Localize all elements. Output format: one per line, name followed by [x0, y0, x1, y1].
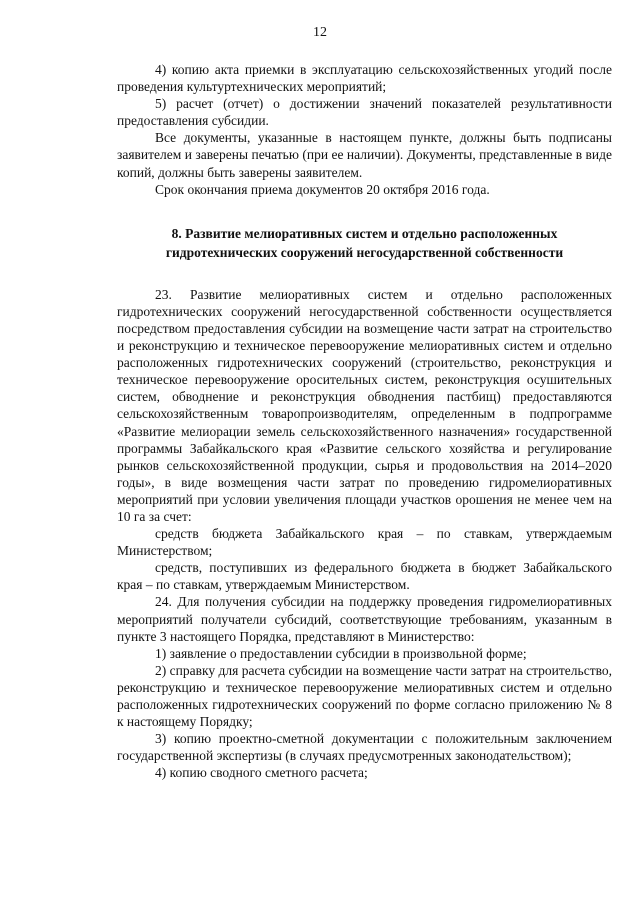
paragraph-list-item-4: 4) копию сводного сметного расчета; [155, 765, 368, 781]
paragraph-deadline: Срок окончания приема документов 20 октября 2016 года. [155, 181, 490, 197]
paragraph-item-4: 4) копию акта приемки в эксплуатацию сельскохозяйственных угодий после проведения культуртехнических мероприятий; [117, 62, 612, 95]
paragraph-23: 23. Развитие мелиоративных систем и отдельно расположенных гидротехнических сооружений негосударственной собственности осуществляется посредством предоставления субсидии на возмещение части затрат на строительство и реконструкцию и техническое перевооружение мелиоративных систем и отдельно расположенных гидротехнических сооружений (строительство, реконструкция и техническое перевооружение оросительных систем, реконструкция осушительных систем, обводнение и реконструкция обводнения пастбищ) предоставляются сельскохозяйственным товаропроизводителям, определенным в подпрограмме «Развитие мелиорации земель сельскохозяйственного назначения» государственной программы Забайкальского края «Развитие сельского хозяйства и регулирование рынков сельскохозяйственной продукции, сырья и продовольствия на 2014–2020 годы», в виде возмещения части затрат по проведению гидромелиоративных мероприятий при условии увеличения площади участков орошения не менее чем на 10 га за счет: [117, 286, 612, 524]
paragraph-documents-certification: Все документы, указанные в настоящем пункте, должны быть подписаны заявителем и заверены печатью (при ее наличии). Документы, представленные в виде копий, должны быть заверены заявителем. [117, 130, 612, 180]
paragraph-federal-budget: средств, поступивших из федерального бюджета в бюджет Забайкальского края – по ставкам, утверждаемым Министерством. [117, 560, 612, 593]
paragraph-item-5: 5) расчет (отчет) о достижении значений показателей результативности предоставления субсидии. [117, 96, 612, 129]
paragraph-24: 24. Для получения субсидии на поддержку проведения гидромелиоративных мероприятий получатели субсидий, соответствующие требованиям, указанным в пункте 3 настоящего Порядка, представляют в Министерство: [117, 594, 612, 644]
paragraph-regional-budget: средств бюджета Забайкальского края – по ставкам, утверждаемым Министерством; [117, 526, 612, 559]
paragraph-list-item-2: 2) справку для расчета субсидии на возмещение части затрат на строительство, реконструкцию и техническое перевооружение мелиоративных систем и отдельно расположенных гидротехнических сооружений по форме согласно приложению № 8 к настоящему Порядку; [117, 662, 612, 730]
page-number: 12 [313, 25, 327, 40]
section-heading [117, 224, 612, 262]
document-body [117, 61, 612, 781]
section-heading-line-1: 8. Развитие мелиоративных систем и отдельно расположенных [171, 225, 558, 241]
section-heading-line-2: гидротехнических сооружений негосударственной собственности [165, 244, 564, 260]
paragraph-list-item-3: 3) копию проектно-сметной документации с положительным заключением государственной экспертизы (в случаях предусмотренных законодательством); [117, 731, 612, 764]
paragraph-list-item-1: 1) заявление о предоставлении субсидии в произвольной форме; [155, 645, 527, 661]
